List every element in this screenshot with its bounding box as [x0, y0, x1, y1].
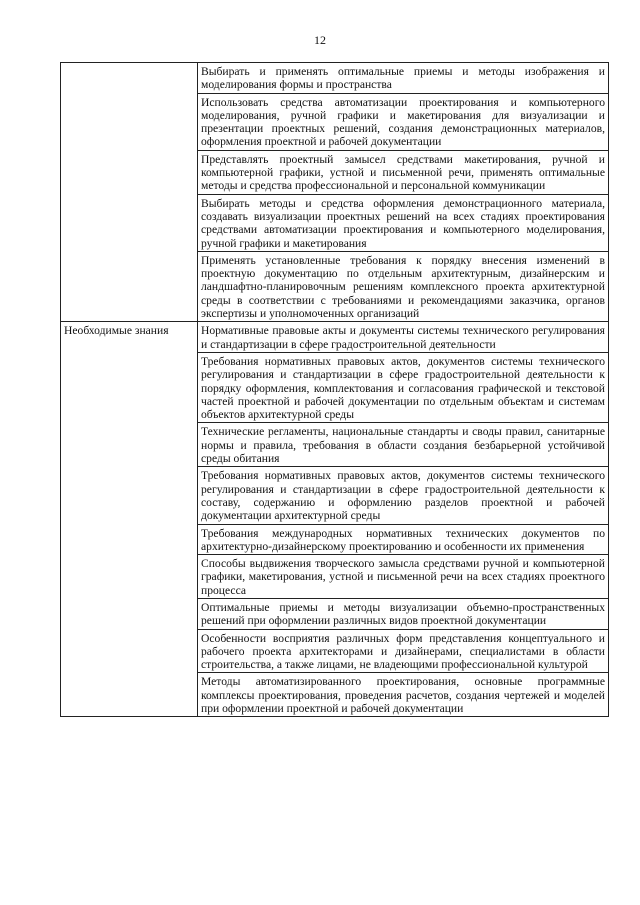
group-label-cell: Необходимые знания — [61, 322, 198, 717]
requirement-cell: Требования нормативных правовых актов, документов системы технического регулирования и стандартизации в сфере градостроительной деятельности к порядку оформления, комплектования и согласования графической и текстовой частей проектной и рабочей документации по отдельным объектам и системам объектов архитектурной среды — [198, 352, 609, 422]
requirements-table — [60, 62, 609, 717]
requirement-cell: Требования нормативных правовых актов, документов системы технического регулирования и стандартизации в сфере градостроительной деятельности к составу, содержанию и оформлению разделов проектной и рабочей документации архитектурной среды — [198, 467, 609, 524]
requirement-cell: Нормативные правовые акты и документы системы технического регулирования и стандартизации в сфере градостроительной деятельности — [198, 322, 609, 353]
table-row — [61, 63, 609, 94]
requirement-cell: Применять установленные требования к порядку внесения изменений в проектную документацию по отдельным архитектурным, дизайнерским и ландшафтно-планировочным решениям комплексного проекта архитектурной среды в соответствии с требованиями и рекомендациями заказчика, органов экспертизы и уполномоченных организаций — [198, 251, 609, 321]
group-label-cell-continued — [61, 63, 198, 322]
requirement-cell: Технические регламенты, национальные стандарты и своды правил, санитарные нормы и правила, требования в области создания безбарьерной устойчивой среды обитания — [198, 423, 609, 467]
requirement-cell: Выбирать методы и средства оформления демонстрационного материала, создавать визуализации проектных решений на всех стадиях проектирования средствами автоматизации проектирования и компьютерного моделирования, ручной графики и макетирования — [198, 194, 609, 251]
requirement-cell: Представлять проектный замысел средствами макетирования, ручной и компьютерной графики, устной и письменной речи, применять оптимальные методы и средства профессиональной и персональной коммуникации — [198, 150, 609, 194]
requirement-cell: Выбирать и применять оптимальные приемы и методы изображения и моделирования формы и пространства — [198, 63, 609, 94]
page-number: 12 — [314, 33, 326, 47]
requirement-cell: Особенности восприятия различных форм представления концептуального и рабочего проекта архитекторами и дизайнерами, специалистами в области строительства, а также лицами, не владеющими профессиональной культурой — [198, 629, 609, 673]
table-row — [61, 322, 609, 353]
requirements-table-body — [61, 63, 609, 717]
requirement-cell: Способы выдвижения творческого замысла средствами ручной и компьютерной графики, макетирования, устной и письменной речи на всех стадиях проектного процесса — [198, 555, 609, 599]
requirement-cell: Методы автоматизированного проектирования, основные программные комплексы проектирования, проведения расчетов, создания чертежей и моделей при оформлении проектной и рабочей документации — [198, 673, 609, 717]
requirement-cell: Требования международных нормативных технических документов по архитектурно-дизайнерскому проектированию и особенности их применения — [198, 524, 609, 555]
requirement-cell: Оптимальные приемы и методы визуализации объемно-пространственных решений при оформлении различных видов проектной документации — [198, 598, 609, 629]
requirement-cell: Использовать средства автоматизации проектирования и компьютерного моделирования, ручной графики и макетирования для визуализации и презентации проектных решений, создания демонстрационных материалов, оформления проектной и рабочей документации — [198, 93, 609, 150]
